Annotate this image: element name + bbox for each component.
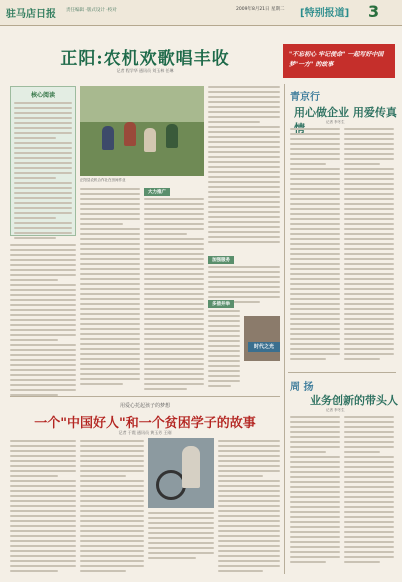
article-1-headline: 正阳:农机欢歌唱丰收: [60, 49, 230, 69]
newspaper-logo: 驻马店日报: [6, 9, 56, 20]
slogan-banner: "不忘初心 牢记使命" 一起写好中国梦"一方" 的故事: [283, 44, 395, 78]
photo-caption: 正阳县农机合作社在田间作业: [80, 178, 126, 182]
article-1-text-col-2: [80, 188, 140, 388]
article-1-text-col-4: [208, 86, 280, 246]
masthead-editor-line: 责任编辑 ·版式设计 ·校对: [66, 8, 117, 13]
editor-note-box: [10, 86, 76, 236]
column-divider: [284, 84, 285, 574]
right-column-1-text-a: [290, 128, 340, 363]
sub-heading-3: 多措并举: [208, 300, 234, 308]
right-column-1-title: 青京行: [290, 92, 320, 103]
article-2-text-col-4: [218, 440, 280, 575]
wheelchair-photo: [148, 438, 214, 508]
right-column-2-text-b: [344, 416, 394, 566]
right-column-2-text-a: [290, 416, 340, 566]
right-column-1-headline: 用心做企业 用爱传真情: [294, 106, 397, 135]
editor-note-text: [14, 102, 72, 239]
harvest-photo: [80, 86, 204, 176]
article-1-text-col-1: [10, 244, 76, 399]
article-1-text-col-3: [144, 198, 204, 393]
article-2-text-col-2: [80, 440, 144, 575]
editor-note-title: 核心阅读: [30, 92, 55, 99]
right-column-2-title: 周 扬: [290, 382, 314, 393]
sub-heading-2: 加强服务: [208, 256, 234, 264]
page-number: 3: [368, 2, 380, 21]
masthead: [0, 0, 402, 26]
right-column-2-headline: 业务创新的带头人: [310, 394, 398, 407]
article-1-byline: 记者 程学华 通讯员 刘玉林 任琳: [116, 68, 174, 73]
article-2-kicker: 用爱心托起孩子的梦想: [119, 403, 170, 409]
article-1-text-col-6: [208, 310, 240, 390]
portrait-photo: [244, 316, 280, 361]
article-2-text-col-3: [148, 512, 214, 562]
column-tag: 时代之光: [248, 342, 280, 352]
sub-heading-1: 大力推广: [144, 188, 170, 196]
right-column-2-byline: 记者 李冬生: [326, 408, 345, 412]
right-column-1-text-b: [344, 128, 394, 363]
article-2-text-col-1: [10, 440, 76, 575]
article-2-headline: 一个"中国好人"和一个贫困学子的故事: [34, 416, 256, 431]
right-column-1-byline: 记者 李冬生: [326, 120, 345, 124]
section-divider: [10, 396, 280, 397]
right-column-divider: [288, 372, 396, 373]
article-2-byline: 记者 于霞 通讯员 黄玉芳 王刚: [118, 430, 172, 435]
section-title: [特别报道]: [300, 8, 350, 19]
issue-date: 2009年8月21日 星期二: [236, 7, 285, 12]
